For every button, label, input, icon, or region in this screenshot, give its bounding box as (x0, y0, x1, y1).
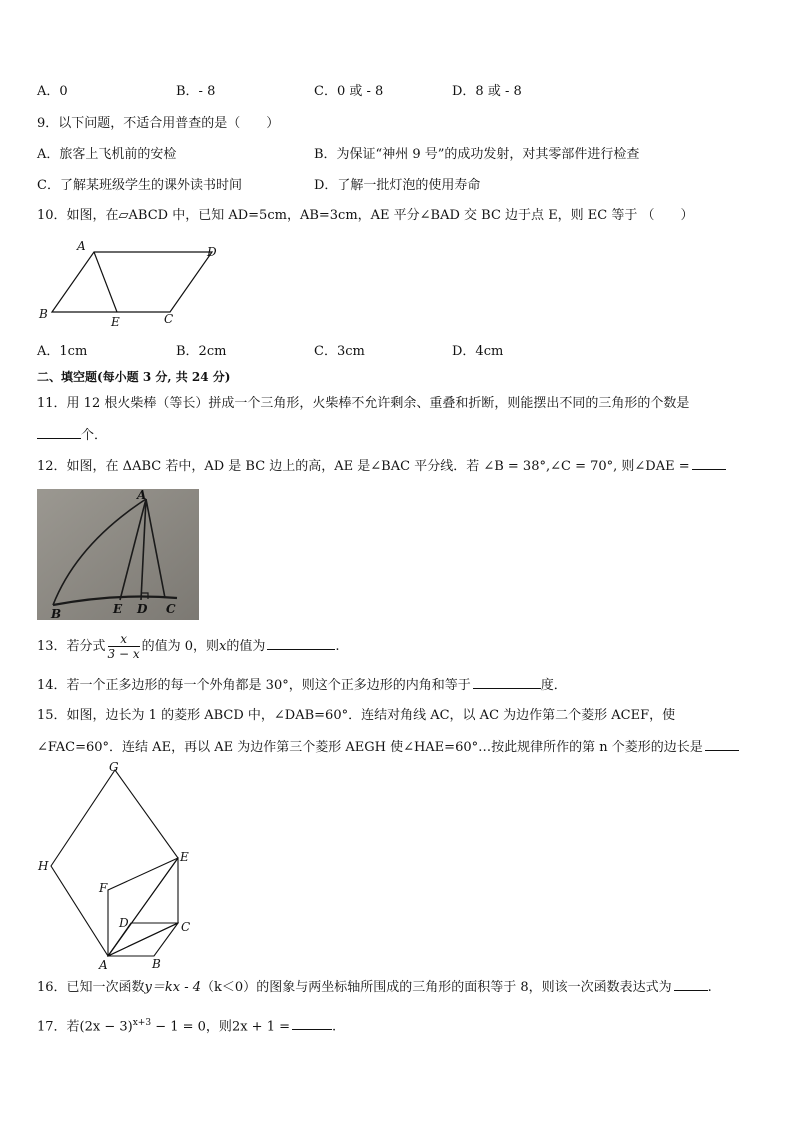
q9-option-a: A．旅客上飞机前的安检 (37, 147, 177, 162)
q8-option-b: B．- 8 (176, 84, 216, 99)
q9-stem: 9．以下问题，不适合用普查的是（ ） (37, 116, 280, 131)
q8-option-c: C．0 或 - 8 (314, 84, 384, 99)
q13-pre: 13．若分式 (37, 639, 106, 654)
q9-option-c: C．了解某班级学生的课外读书时间 (37, 178, 242, 193)
q15-line1: 15．如图，边长为 1 的菱形 ABCD 中，∠DAB=60°．连结对角线 AC，以 AC 为边作第二个菱形 ACEF，使 (37, 708, 676, 723)
q14-post: 度． (540, 678, 567, 693)
q10-label-d: D (207, 245, 217, 259)
q13-post: 的值为 0，则 (141, 639, 220, 654)
q13-post2: 的值为 (226, 639, 266, 654)
q15-answer-blank[interactable] (705, 738, 739, 751)
q11-unit: 个． (81, 428, 108, 443)
q13-line (37, 630, 340, 664)
q15-label-c: C (181, 920, 191, 934)
q17-end: . (332, 1019, 337, 1035)
q15-label-f: F (99, 881, 108, 895)
q15-label-g: G (109, 760, 119, 774)
q12-label-d: D (137, 602, 148, 616)
q12-label-e: E (113, 602, 123, 616)
q17-line (37, 1013, 336, 1037)
q16-end: . (707, 980, 712, 995)
q10-label-e: E (111, 315, 120, 328)
q11-line2 (37, 426, 107, 445)
q13-end: . (335, 639, 340, 654)
q14-answer-blank[interactable] (473, 676, 541, 689)
q16-answer-blank[interactable] (674, 978, 708, 991)
q16-condition: （k＜0） (201, 980, 257, 995)
q15-line2-text: ∠FAC=60°．连结 AE，再以 AE 为边作第三个菱形 AEGH 使∠HAE=60°…按此规律所作的第 n 个菱形的边长是 (37, 740, 703, 755)
q15-label-e: E (180, 850, 189, 864)
q12-stem: 12．如图，在 ΔABC 若中，AD 是 BC 边上的高，AE 是∠BAC 平分线．若 ∠B = 38°,∠C = 70°, 则∠DAE = (37, 459, 690, 474)
q15-label-a: A (99, 958, 108, 972)
q17-answer-blank[interactable] (292, 1017, 332, 1030)
q9-option-d: D．了解一批灯泡的使用寿命 (314, 178, 481, 193)
q16-function: y＝kx - 4 (144, 980, 202, 995)
q10-label-a: A (77, 240, 86, 253)
q17-post: − 1 = 0，则 (151, 1019, 232, 1035)
q12-stem-line (37, 457, 726, 476)
q10-stem: 10．如图，在▱ABCD 中，已知 AD=5cm，AB=3cm，AE 平分∠BAD 交 BC 边于点 E，则 EC 等于 （ ） (37, 208, 694, 223)
q14-pre: 14．若一个正多边形的每一个外角都是 30°，则这个正多边形的内角和等于 (37, 678, 471, 693)
q14-line (37, 676, 567, 695)
q16-post: 的图象与两坐标轴所围成的三角形的面积等于 8，则该一次函数表达式为 (256, 980, 672, 995)
q10-label-c: C (164, 312, 174, 326)
q17-expr: 2x + 1 = (231, 1019, 290, 1035)
q16-pre: 16．已知一次函数 (37, 980, 145, 995)
q10-parallelogram-figure (37, 240, 222, 328)
q15-line2 (37, 738, 739, 757)
q12-label-a: A (137, 489, 147, 502)
q8-option-a: A．0 (37, 84, 68, 99)
q17-base: (2x − 3) (79, 1019, 133, 1035)
q10-label-b: B (39, 307, 48, 321)
q15-label-d: D (119, 916, 129, 930)
q10-option-d: D．4cm (452, 344, 504, 359)
q15-rhombus-figure (37, 760, 197, 972)
q13-denominator: 3 − x (107, 647, 140, 661)
q16-line (37, 978, 712, 997)
q13-fraction (108, 632, 140, 661)
q12-label-b: B (51, 607, 62, 620)
q13-var: x (219, 639, 227, 654)
q17-exponent: x+3 (132, 1018, 152, 1028)
q12-answer-blank[interactable] (692, 457, 726, 470)
q12-label-c: C (166, 602, 176, 616)
q11-line1: 11．用 12 根火柴棒（等长）拼成一个三角形，火柴棒不允许剩余、重叠和折断，则能摆出不同的三角形的个数是 (37, 396, 690, 411)
q9-option-b: B．为保证“神州 9 号”的成功发射，对其零部件进行检查 (314, 147, 640, 162)
q8-option-d: D．8 或 - 8 (452, 84, 522, 99)
section-heading: 二、填空题(每小题 3 分, 共 24 分) (37, 370, 231, 384)
q13-numerator: x (108, 632, 140, 647)
q17-pre: 17．若 (37, 1019, 80, 1035)
q10-option-c: C．3cm (314, 344, 365, 359)
q13-answer-blank[interactable] (267, 637, 335, 650)
q15-label-b: B (152, 957, 161, 971)
q15-label-h: H (38, 859, 49, 873)
q11-answer-blank[interactable] (37, 426, 81, 439)
q12-triangle-photo (37, 489, 199, 620)
q10-option-a: A．1cm (37, 344, 88, 359)
q10-option-b: B．2cm (176, 344, 227, 359)
